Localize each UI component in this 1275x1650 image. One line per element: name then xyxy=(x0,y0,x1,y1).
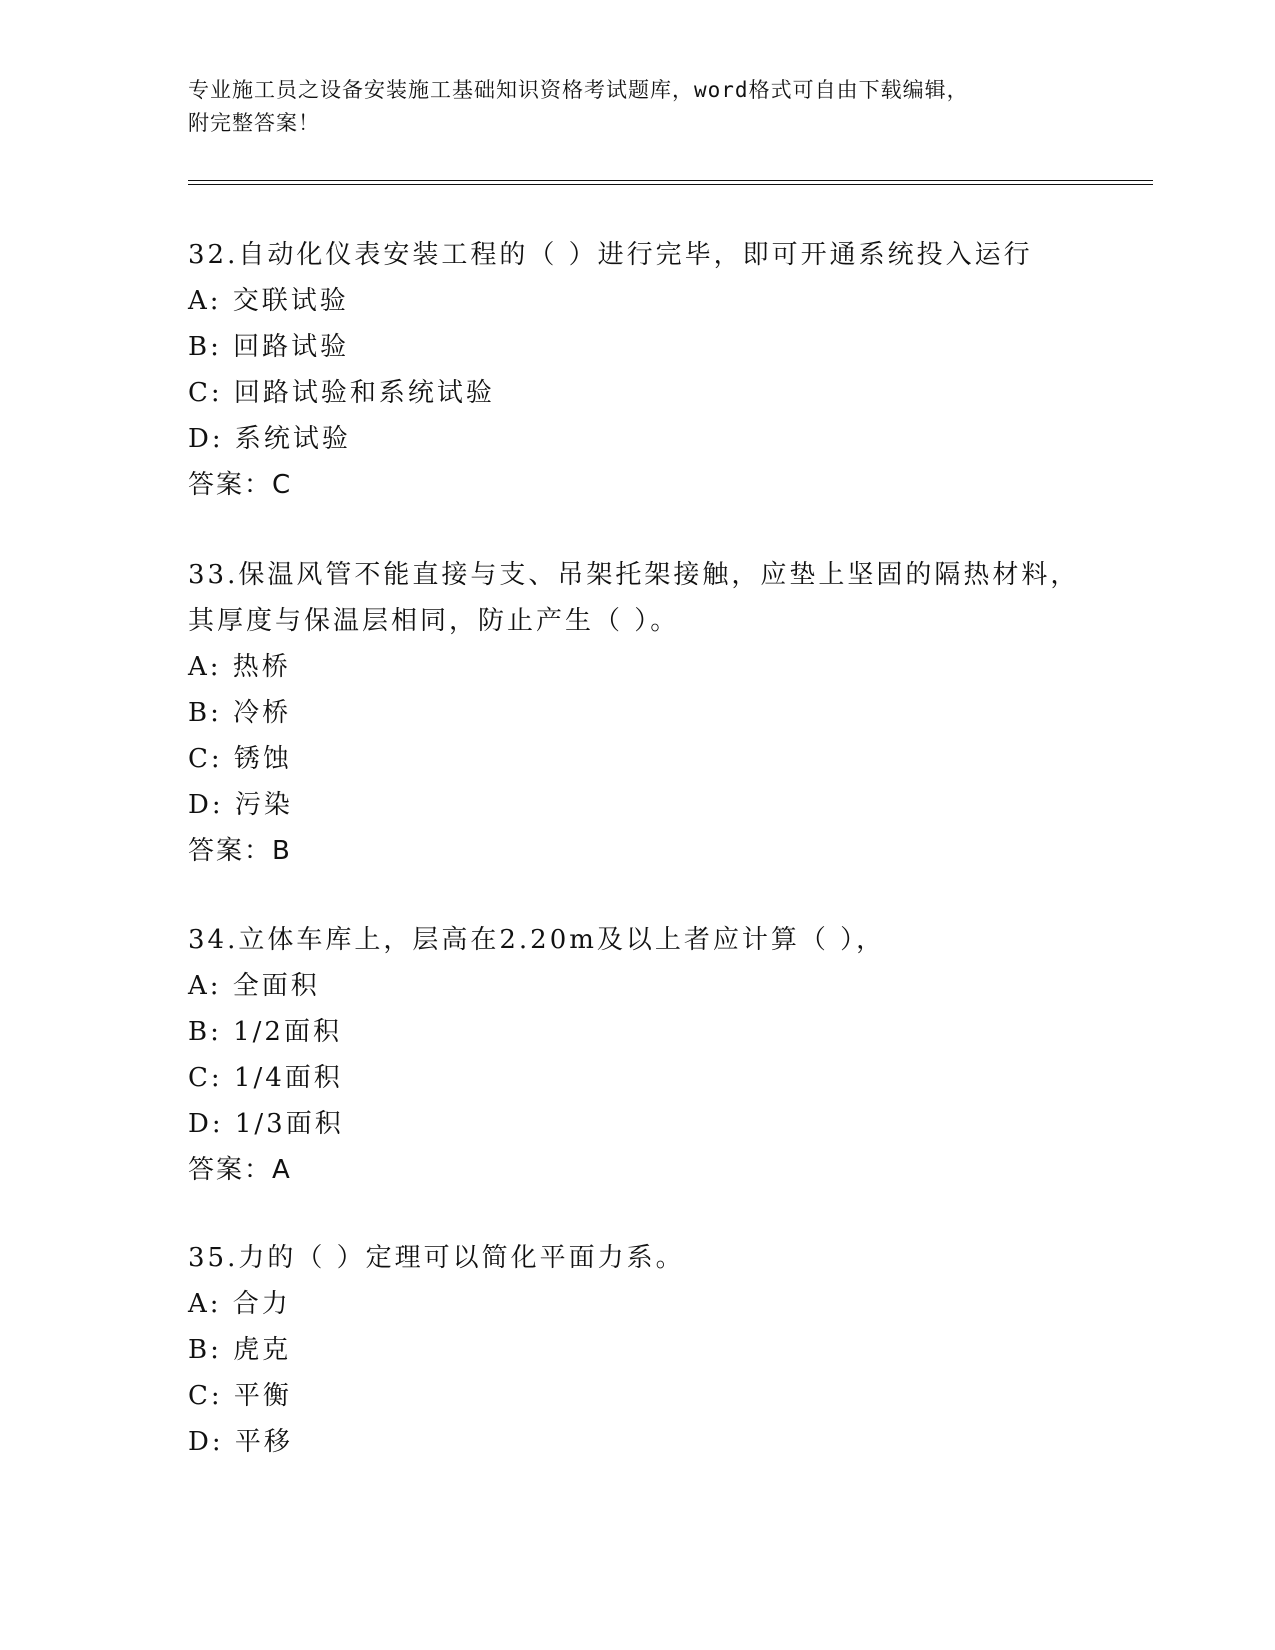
question-title: 34.立体车库上，层高在2.20m及以上者应计算（ ）， xyxy=(188,925,886,955)
option-a: A: 合力 xyxy=(188,1289,291,1319)
header-divider-top xyxy=(188,180,1153,181)
option-d: D: 污染 xyxy=(188,790,293,820)
answer-label: 答案：A xyxy=(188,1155,292,1185)
question-35 xyxy=(188,1235,1088,1465)
question-32 xyxy=(188,232,1088,508)
document-header xyxy=(188,74,1068,140)
option-d: D: 1/3面积 xyxy=(188,1109,344,1139)
option-d: D: 系统试验 xyxy=(188,424,351,454)
option-c: C: 平衡 xyxy=(188,1381,292,1411)
option-c: C: 锈蚀 xyxy=(188,744,292,774)
question-title-line-2: 其厚度与保温层相同，防止产生（ ）。 xyxy=(188,606,680,636)
option-b: B: 回路试验 xyxy=(188,332,350,362)
question-34 xyxy=(188,917,1088,1193)
option-a: A: 热桥 xyxy=(188,652,291,682)
option-a: A: 全面积 xyxy=(188,971,320,1001)
option-b: B: 冷桥 xyxy=(188,698,292,728)
option-b: B: 虎克 xyxy=(188,1335,292,1365)
header-line-2: 附完整答案！ xyxy=(188,111,320,135)
option-a: A: 交联试验 xyxy=(188,286,349,316)
question-title: 35.力的（ ）定理可以简化平面力系。 xyxy=(188,1243,685,1273)
header-line-1: 专业施工员之设备安装施工基础知识资格考试题库，word格式可自由下载编辑， xyxy=(188,78,969,102)
question-title-line-1: 33.保温风管不能直接与支、吊架托架接触，应垫上坚固的隔热材料， xyxy=(188,560,1080,590)
answer-label: 答案：B xyxy=(188,836,292,866)
option-b: B: 1/2面积 xyxy=(188,1017,342,1047)
question-33 xyxy=(188,552,1088,874)
option-c: C: 回路试验和系统试验 xyxy=(188,378,495,408)
header-divider-bottom xyxy=(188,184,1153,185)
answer-label: 答案：C xyxy=(188,470,293,500)
question-title: 32.自动化仪表安装工程的（ ）进行完毕，即可开通系统投入运行 xyxy=(188,240,1033,270)
option-d: D: 平移 xyxy=(188,1427,293,1457)
option-c: C: 1/4面积 xyxy=(188,1063,343,1093)
